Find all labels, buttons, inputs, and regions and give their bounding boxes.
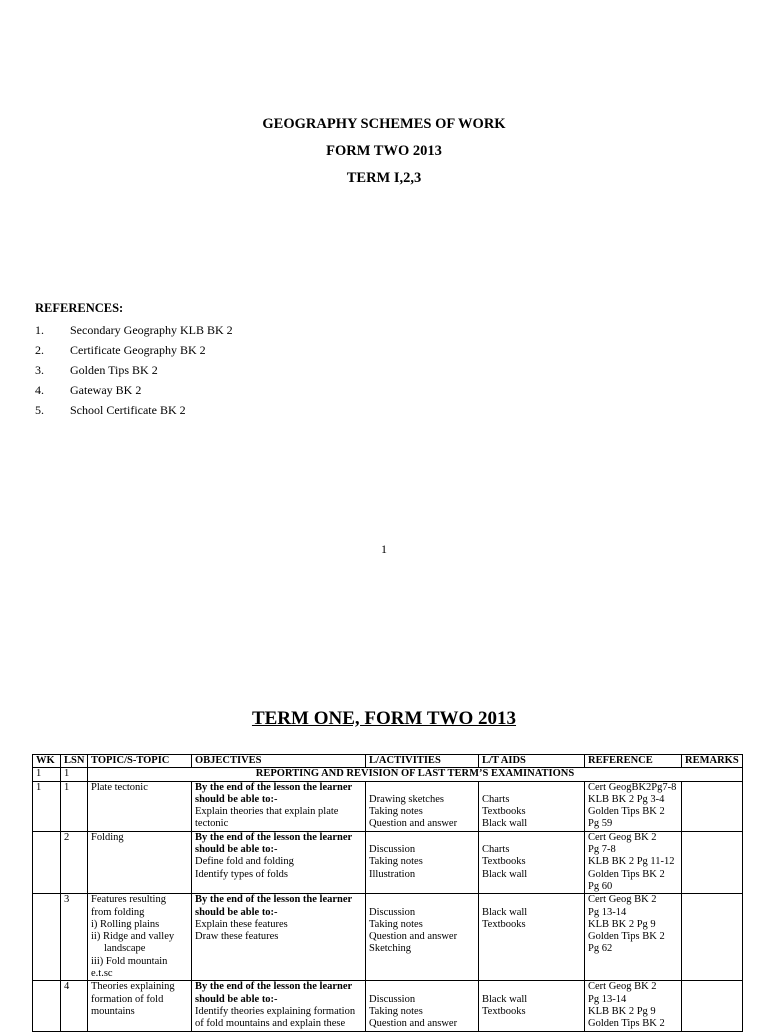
reference-text: Gateway BK 2 xyxy=(70,383,142,397)
topic-line: e.t.sc xyxy=(91,968,113,980)
topic-line: i) Rolling plains xyxy=(91,918,160,930)
header-topic: TOPIC/S-TOPIC xyxy=(88,755,192,768)
aid-line: Black wall xyxy=(482,868,528,880)
reference-text: Certificate Geography BK 2 xyxy=(70,343,206,357)
cell-lsn: 2 xyxy=(61,831,88,893)
topic-line: iii) Fold mountain xyxy=(91,955,168,967)
references-heading: REFERENCES: xyxy=(35,301,124,315)
cell-reference xyxy=(585,781,682,831)
cell-aids xyxy=(479,781,585,831)
reference-line: Cert Geog BK 2 xyxy=(588,894,657,906)
term-heading: TERM ONE, FORM TWO 2013 xyxy=(251,708,517,729)
table-row xyxy=(33,894,743,981)
cell-aids xyxy=(479,894,585,981)
reference-line: Cert Geog BK 2 xyxy=(588,981,657,993)
cell-objectives xyxy=(192,831,366,893)
reference-number: 4. xyxy=(35,383,44,397)
reference-text: School Certificate BK 2 xyxy=(70,403,186,417)
topic-line: Features resulting from folding xyxy=(91,894,166,918)
revision-row xyxy=(33,768,743,781)
aid-line: Textbooks xyxy=(482,856,526,868)
activity-line: Question and answer xyxy=(369,818,458,830)
objectives-intro: By the end of the lesson the learner should be able to:- xyxy=(195,831,353,856)
reference-line: Cert GeogBK2Pg7-8 xyxy=(588,781,677,793)
reference-item xyxy=(35,340,535,360)
reference-line: Cert Geog BK 2 xyxy=(588,831,657,843)
aid-line: Charts xyxy=(482,793,510,805)
reference-text: Secondary Geography KLB BK 2 xyxy=(70,323,233,337)
table-row xyxy=(33,781,743,831)
header-reference: REFERENCE xyxy=(585,755,682,768)
objectives-intro: By the end of the lesson the learner should be able to:- xyxy=(195,894,353,918)
document-title-block xyxy=(0,114,768,195)
aid-line: Black wall xyxy=(482,906,528,918)
header-objectives: OBJECTIVES xyxy=(192,755,366,768)
activity-line: Discussion xyxy=(369,906,416,918)
form-label: FORM TWO 2013 xyxy=(326,143,442,159)
cell-topic xyxy=(88,781,192,831)
activity-line: Question and answer xyxy=(369,931,458,943)
reference-text: Golden Tips BK 2 xyxy=(70,363,158,377)
activity-line: Drawing sketches xyxy=(369,793,444,805)
table-row xyxy=(33,831,743,893)
reference-number: 5. xyxy=(35,403,44,417)
document-title: GEOGRAPHY SCHEMES OF WORK xyxy=(262,116,506,132)
reference-line: Pg 60 xyxy=(588,880,613,892)
reference-number: 1. xyxy=(35,323,44,337)
scheme-of-work-table xyxy=(32,754,743,1032)
cell-wk: 1 xyxy=(33,781,61,831)
topic-line: Plate tectonic xyxy=(91,781,148,793)
cell-reference xyxy=(585,894,682,981)
cell-objectives xyxy=(192,894,366,981)
cell-remarks xyxy=(682,781,743,831)
header-aids: L/T AIDS xyxy=(479,755,585,768)
reference-number: 3. xyxy=(35,363,44,377)
activity-line: Taking notes xyxy=(369,918,423,930)
cell-topic xyxy=(88,894,192,981)
reference-line: Pg 13-14 xyxy=(588,906,627,918)
reference-line: KLB BK 2 Pg 9 xyxy=(588,918,656,930)
aid-line: Textbooks xyxy=(482,918,526,930)
aid-line: Textbooks xyxy=(482,806,526,818)
topic-line: Theories explaining formation of fold mountains xyxy=(91,981,175,1017)
reference-item xyxy=(35,360,535,380)
activity-line: Discussion xyxy=(369,993,416,1005)
term-label: TERM I,2,3 xyxy=(346,170,422,186)
cell-aids xyxy=(479,831,585,893)
objective-line: Explain these features xyxy=(195,918,288,930)
objective-line: Explain theories that explain plate tectonic xyxy=(195,806,339,830)
cell-topic xyxy=(88,831,192,893)
aid-line: Textbooks xyxy=(482,1005,526,1017)
cell-lsn: 3 xyxy=(61,894,88,981)
header-activities: L/ACTIVITIES xyxy=(366,755,479,768)
revision-text: REPORTING AND REVISION OF LAST TERM’S EXAMINATIONS xyxy=(88,768,743,781)
objective-line: Define fold and folding xyxy=(195,856,294,868)
cell-lsn: 1 xyxy=(61,768,88,781)
cell-lsn: 4 xyxy=(61,981,88,1031)
cell-activities xyxy=(366,831,479,893)
reference-line: Pg 59 xyxy=(588,818,613,830)
page-number: 1 xyxy=(381,542,387,556)
reference-item xyxy=(35,320,535,340)
reference-line: Pg 7-8 xyxy=(588,844,616,856)
header-remarks: REMARKS xyxy=(682,755,743,768)
activity-line: Taking notes xyxy=(369,856,423,868)
reference-line: Pg 13-14 xyxy=(588,993,627,1005)
cell-objectives xyxy=(192,781,366,831)
reference-line: Golden Tips BK 2 xyxy=(588,931,665,943)
topic-line: landscape xyxy=(104,943,146,955)
reference-item xyxy=(35,400,535,420)
activity-line: Taking notes xyxy=(369,1005,423,1017)
cell-activities xyxy=(366,894,479,981)
objective-line: Identify types of folds xyxy=(195,868,289,880)
activity-line: Discussion xyxy=(369,844,416,856)
reference-line: KLB BK 2 Pg 3-4 xyxy=(588,793,665,805)
activity-line: Sketching xyxy=(369,943,411,955)
objective-line: Draw these features xyxy=(195,931,279,943)
reference-line: Golden Tips BK 2 xyxy=(588,1018,665,1030)
activity-line: Taking notes xyxy=(369,806,423,818)
topic-line: ii) Ridge and valley xyxy=(91,931,175,943)
cell-lsn: 1 xyxy=(61,781,88,831)
aid-line: Black wall xyxy=(482,993,528,1005)
table-header-row xyxy=(33,755,743,768)
objective-line: Identify theories explaining formation of fold mountains and explain these xyxy=(195,1005,356,1030)
reference-line: Golden Tips BK 2 xyxy=(588,806,665,818)
cell-reference xyxy=(585,831,682,893)
aid-line: Charts xyxy=(482,844,510,856)
activity-line: Question and answer xyxy=(369,1018,458,1030)
reference-line: Golden Tips BK 2 xyxy=(588,868,665,880)
activity-line: Illustration xyxy=(369,868,416,880)
reference-line: Pg 62 xyxy=(588,943,613,955)
reference-number: 2. xyxy=(35,343,44,357)
objectives-intro: By the end of the lesson the learner should be able to:- xyxy=(195,781,353,805)
cell-wk xyxy=(33,831,61,893)
cell-wk xyxy=(33,894,61,981)
objectives-intro: By the end of the lesson the learner should be able to:- xyxy=(195,981,353,1005)
header-lsn: LSN xyxy=(61,755,88,768)
cell-remarks xyxy=(682,894,743,981)
topic-line: Folding xyxy=(91,831,124,843)
cell-activities xyxy=(366,781,479,831)
aid-line: Black wall xyxy=(482,818,528,830)
reference-line: KLB BK 2 Pg 9 xyxy=(588,1005,656,1017)
header-wk: WK xyxy=(33,755,61,768)
cell-remarks xyxy=(682,831,743,893)
reference-item xyxy=(35,380,535,400)
references-section xyxy=(35,298,535,420)
cell-wk: 1 xyxy=(33,768,61,781)
reference-line: KLB BK 2 Pg 11-12 xyxy=(588,856,675,868)
